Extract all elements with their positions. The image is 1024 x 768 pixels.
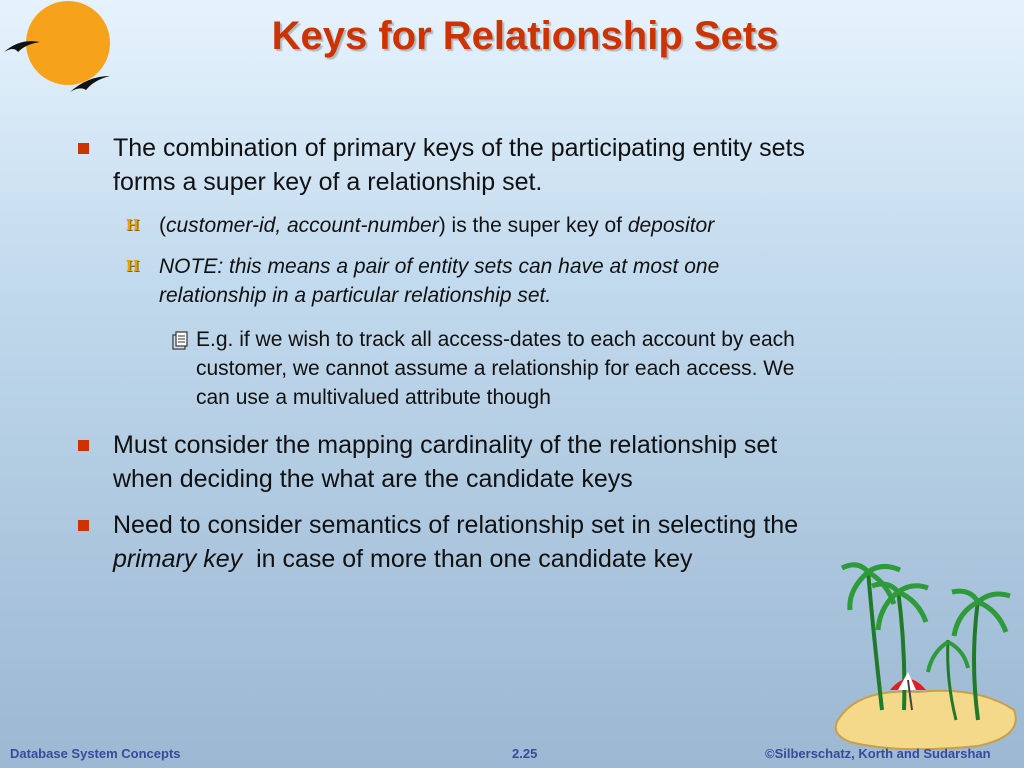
sub-bullet-1b-line-1: NOTE: this means a pair of entity sets can have at most one [159,255,720,278]
book-bullet-icon [171,331,189,351]
footer-copyright: ©Silberschatz, Korth and Sudarshan [765,746,991,761]
slide-title: Keys for Relationship Sets [271,14,779,58]
sub-sub-bullet-line-2: customer, we cannot assume a relationship for each access. We [196,357,795,380]
sub-bullet-1b [159,252,719,310]
footer-left: Database System Concepts [10,746,181,761]
square-bullet-icon [78,143,89,154]
sub-sub-bullet-line-3: can use a multivalued attribute though [196,386,551,409]
bullet-2 [113,428,777,496]
sub-bullet-1b-line-2: relationship in a particular relationship set. [159,284,552,307]
bullet-1-line-2: forms a super key of a relationship set. [113,168,543,196]
sub-sub-bullet-line-1: E.g. if we wish to track all access-dates to each account by each [196,328,795,351]
bullet-3-primary-key: primary key [113,545,243,573]
bullet-3-line-1: Need to consider semantics of relationship set in selecting the [113,511,799,539]
bullet-3-rest: in case of more than one candidate key [242,545,693,573]
bullet-2-line-1: Must consider the mapping cardinality of the relationship set [113,431,778,459]
bullet-1-line-1: The combination of primary keys of the participating entity sets [113,134,805,162]
sub-bullet-1a-key: customer-id, account-number [166,214,439,237]
footer-page-number: 2.25 [512,746,538,761]
sub-sub-bullet [196,325,795,412]
sub-bullet-1a-open: ( [159,214,166,237]
sub-bullet-1a-mid: ) is the super key of [438,214,628,237]
h-bullet-icon: H [126,256,140,275]
bullet-2-line-2: when deciding the what are the candidate keys [113,465,633,493]
bullet-3 [113,508,798,576]
square-bullet-icon [78,440,89,451]
square-bullet-icon [78,520,89,531]
bullet-1 [113,131,805,199]
h-bullet-icon: H [126,215,140,234]
bullet-3-line-2 [113,542,798,576]
sub-bullet-1a-relation: depositor [627,214,715,237]
sub-bullet-1a [159,211,714,240]
